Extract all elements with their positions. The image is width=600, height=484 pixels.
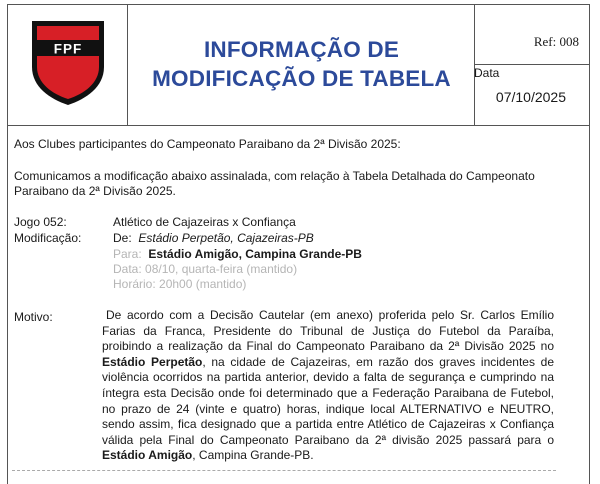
- motivo-part-1: De acordo com a Decisão Cautelar (em anexo) proferida pelo Sr. Carlos Emílio Farias da Franca, Presidente do Tribunal de Justiça do Futebol da Paraíba, proibindo a realização da Final do Campeonato Paraibano da 2ª Divisão 2025 no: [102, 308, 554, 354]
- modification-from: [113, 231, 314, 246]
- date-label: Data: [474, 66, 500, 80]
- to-value: Estádio Amigão, Campina Grande-PB: [148, 247, 362, 261]
- time-maintained: Horário: 20h00 (mantido): [113, 277, 247, 291]
- fpf-shield-icon: [30, 19, 106, 107]
- svg-text:FPF: FPF: [53, 41, 83, 57]
- motivo-bold-venue-1: Estádio Perpetão: [102, 354, 203, 369]
- reference-number: Ref: 008: [533, 34, 579, 49]
- game-label: Jogo 052:: [14, 215, 67, 229]
- dashed-divider: [12, 470, 556, 471]
- document-header: [7, 4, 590, 126]
- communication-line-2: Paraibano da 2ª Divisão 2025.: [14, 184, 176, 198]
- title-line-2: MODIFICAÇÃO DE TABELA: [152, 66, 451, 91]
- to-prefix: Para:: [113, 247, 142, 261]
- motivo-label: Motivo:: [14, 310, 53, 324]
- motivo-bold-venue-2: Estádio Amigão: [102, 448, 193, 463]
- motivo-text: [102, 308, 554, 464]
- modification-label: Modificação:: [14, 231, 82, 245]
- ref-cell: [475, 5, 589, 65]
- title-cell: [128, 5, 475, 125]
- logo-cell: [8, 5, 128, 125]
- title-line-1: INFORMAÇÃO DE: [203, 37, 400, 62]
- communication-line-1: Comunicamos a modificação abaixo assinalada, com relação à Tabela Detalhada do Campeonato: [14, 169, 535, 183]
- motivo-part-2: , na cidade de Cajazeiras, em razão dos graves incidentes de violência ocorridos na partida anterior, devido a falta de segurança e cumprindo na íntegra esta Decisão onde foi determinado que a Federação Paraibana de Futebol, no prazo de 24 (vinte e quatro) horas, indique local ALTERNATIVO e NEUTRO, sendo assim, fica designado que a partida entre Atlético de Cajazeiras x Confiança válida pela Final do Campeonato Paraibano da 2ª divisão 2025 passará para o: [102, 354, 554, 447]
- document-title: [128, 35, 475, 93]
- intro-text: Aos Clubes participantes do Campeonato Paraibano da 2ª Divisão 2025:: [14, 137, 401, 151]
- modification-to: [113, 247, 362, 262]
- date-maintained: Data: 08/10, quarta-feira (mantido): [113, 262, 298, 276]
- from-prefix: De:: [113, 231, 132, 245]
- from-value: Estádio Perpetão, Cajazeiras-PB: [138, 231, 314, 245]
- game-value: Atlético de Cajazeiras x Confiança: [113, 215, 296, 229]
- motivo-part-3: , Campina Grande-PB.: [192, 448, 314, 463]
- date-value: 07/10/2025: [495, 89, 566, 105]
